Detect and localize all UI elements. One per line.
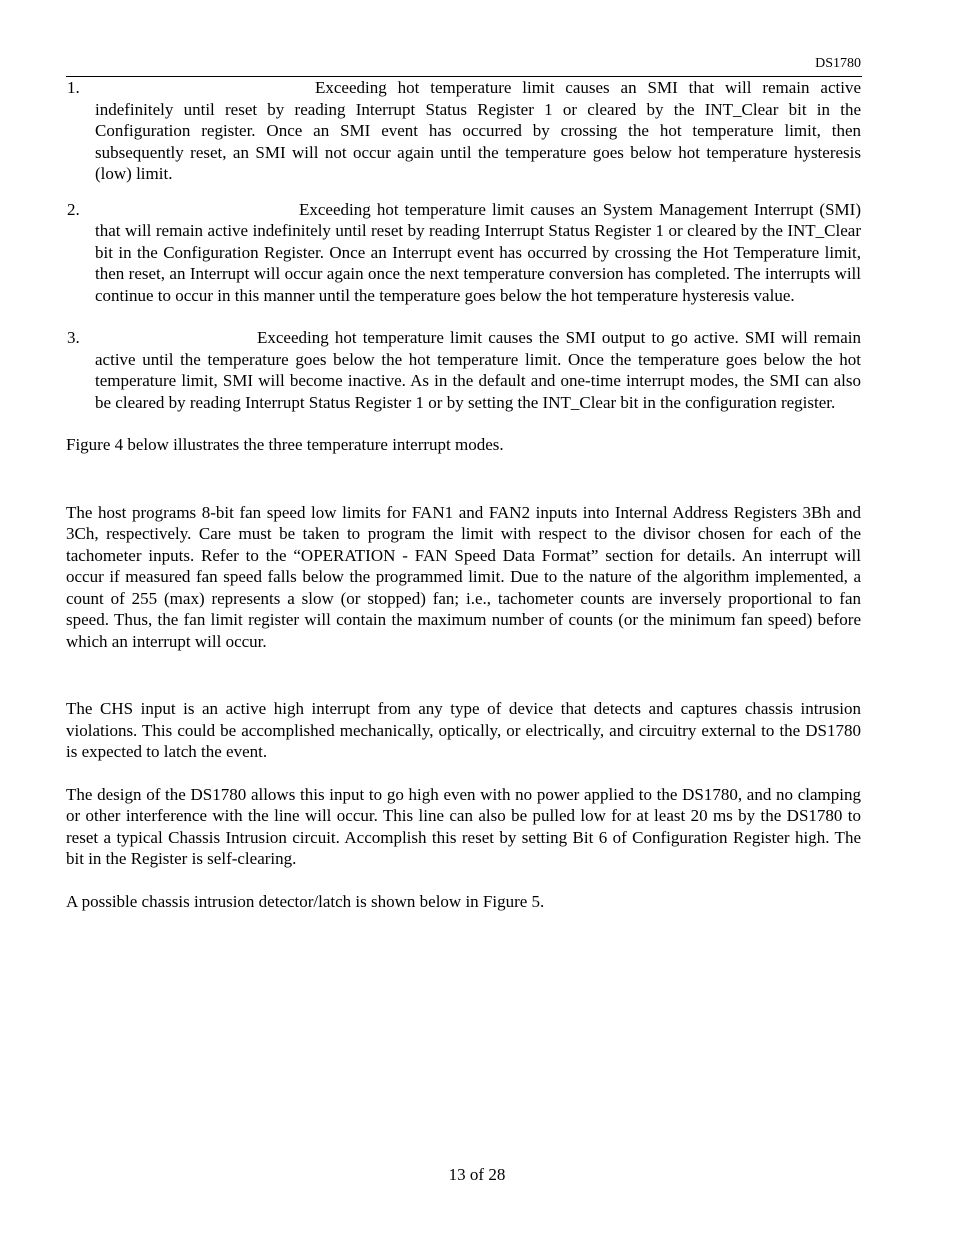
list-text: Exceeding hot temperature limit causes an SMI that will remain active indefinitely until reset by reading Interrupt Status Register 1 or cleared by the INT_Clear bit in the Configuration register. Once an SMI event has occurred by crossing the hot temperature limit, then subsequently reset, an SMI will not occur again until the temperature goes below hot temperature hysteresis (low) limit. [95, 78, 861, 183]
list-number: 3. [67, 328, 80, 347]
list-item-1 [66, 77, 861, 185]
list-item-3 [66, 327, 861, 413]
list-item-2 [66, 199, 861, 307]
paragraph-figure4: Figure 4 below illustrates the three temperature interrupt modes. [66, 435, 504, 454]
page-number: 13 of 28 [448, 1165, 506, 1184]
paragraph-chs-input: The CHS input is an active high interrupt from any type of device that detects and captures chassis intrusion violations. This could be accomplished mechanically, optically, or electrically, and circuitry external to the DS1780 is expected to latch the event. [66, 699, 861, 761]
list-text: Exceeding hot temperature limit causes an System Management Interrupt (SMI) that will remain active indefinitely until reset by reading Interrupt Status Register 1 or cleared by the INT_Clear bit in the Configuration Register. Once an Interrupt event has occurred by crossing the Hot Temperature limit, then reset, an Interrupt will occur again once the next temperature conversion has completed. The interrupts will continue to occur in this manner until the temperature goes below the hot temperature hysteresis value. [95, 199, 861, 305]
paragraph-figure5: A possible chassis intrusion detector/latch is shown below in Figure 5. [66, 891, 545, 911]
document-id: DS1780 [815, 56, 861, 71]
list-number: 2. [67, 199, 80, 219]
page-content [66, 77, 861, 912]
list-text: Exceeding hot temperature limit causes the SMI output to go active. SMI will remain active until the temperature goes below the hot temperature limit. Once the temperature goes below the hot temperature limit, SMI will become inactive. As in the default and one-time interrupt modes, the SMI can also be cleared by reading Interrupt Status Register 1 or by setting the INT_Clear bit in the configuration register. [95, 328, 861, 412]
paragraph-design: The design of the DS1780 allows this input to go high even with no power applied to the DS1780, and no clamping or other interference with the line will occur. This line can also be pulled low for at least 20 ms by the DS1780 to reset a typical Chassis Intrusion circuit. Accomplish this reset by setting Bit 6 of Configuration Register high. The bit in the Register is self-clearing. [66, 784, 861, 868]
list-number: 1. [67, 78, 80, 97]
paragraph-fan-limits: The host programs 8-bit fan speed low limits for FAN1 and FAN2 inputs into Internal Address Registers 3Bh and 3Ch, respectively. Care must be taken to program the limit with respect to the divisor chosen for each of the tachometer inputs. Refer to the “OPERATION - FAN Speed Data Format” section for details. An interrupt will occur if measured fan speed falls below the programmed limit. Due to the nature of the algorithm implemented, a count of 255 (max) represents a slow (or stopped) fan; i.e., tachometer counts are inversely proportional to fan speed. Thus, the fan limit register will contain the maximum number of counts (or the minimum fan speed) before which an interrupt will occur. [66, 502, 861, 651]
